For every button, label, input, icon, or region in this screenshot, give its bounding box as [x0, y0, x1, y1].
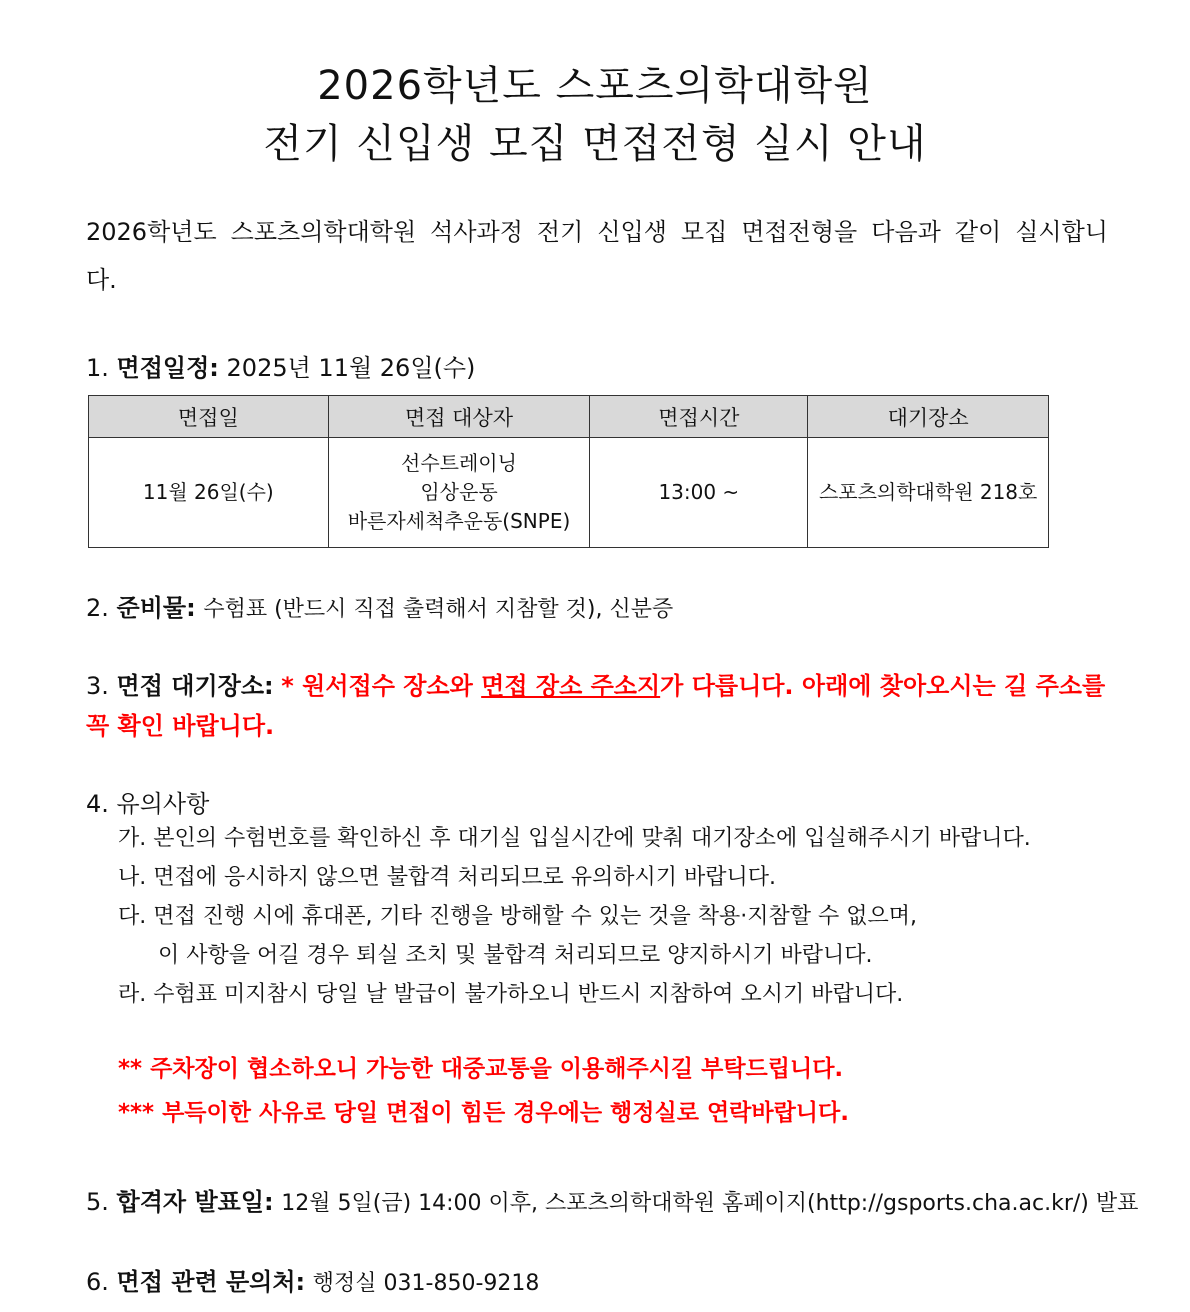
list-item: 나. 면접에 응시하지 않으면 불합격 처리되므로 유의하시기 바랍니다.	[118, 865, 776, 890]
warning-text: 가 다릅니다. 아래에 찾아오시는 길 주소를 꼭 확인 바랍니다.	[86, 672, 1106, 740]
section-schedule	[86, 348, 1108, 383]
list-item: 가. 본인의 수험번호를 확인하신 후 대기실 입실시간에 맞춰 대기장소에 입실해주시기 바랍니다.	[118, 826, 1031, 851]
list-item: 라. 수험표 미지참시 당일 날 발급이 불가하오니 반드시 지참하여 오시기 바랍니다.	[118, 982, 904, 1007]
list-item: 다. 면접 진행 시에 휴대폰, 기타 진행을 방해할 수 있는 것을 착용·지참할 수 없으며,	[118, 904, 917, 929]
warning-underlined-text: 면접 장소 주소지	[481, 672, 661, 700]
section-waiting-place	[86, 666, 1108, 746]
section-heading: 합격자 발표일:	[116, 1188, 274, 1216]
interview-targets-cell	[328, 438, 590, 548]
column-header: 대기장소	[808, 396, 1049, 438]
table-header-row	[89, 396, 1049, 438]
section-heading: 면접일정:	[116, 354, 219, 382]
column-header: 면접 대상자	[328, 396, 590, 438]
section-preparation	[86, 588, 1108, 623]
section-number: 4.	[86, 790, 109, 818]
section-number: 1.	[86, 354, 109, 382]
schedule-date: 2025년 11월 26일(수)	[226, 354, 476, 382]
section-heading: 준비물:	[116, 594, 196, 622]
section-number: 3.	[86, 672, 109, 700]
section-heading: 면접 대기장소:	[116, 672, 274, 700]
target-item: 임상운동	[420, 480, 498, 504]
warning-text: * 원서접수 장소와	[281, 672, 482, 700]
section-number: 5.	[86, 1188, 109, 1216]
section-announcement	[86, 1182, 1139, 1217]
preparation-items: 수험표 (반드시 직접 출력해서 지참할 것), 신분증	[203, 597, 674, 622]
announcement-detail: 12월 5일(금) 14:00 이후, 스포츠의학대학원 홈페이지(http://gsports.cha.ac.kr/) 발표	[281, 1191, 1139, 1216]
intro-paragraph: 2026학년도 스포츠의학대학원 석사과정 전기 신입생 모집 면접전형을 다음과 같이 실시합니다.	[86, 218, 1108, 294]
waiting-place-cell: 스포츠의학대학원 218호	[808, 438, 1049, 548]
section-heading: 면접 관련 문의처:	[116, 1268, 306, 1296]
column-header: 면접시간	[590, 396, 808, 438]
interview-date-cell: 11월 26일(수)	[89, 438, 329, 548]
target-item: 바른자세척추운동(SNPE)	[347, 509, 571, 533]
schedule-table	[88, 395, 1049, 548]
title-line-2: 전기 신입생 모집 면접전형 실시 안내	[263, 121, 927, 167]
list-item-continuation: 이 사항을 어길 경우 퇴실 조치 및 불합격 처리되므로 양지하시기 바랍니다.	[158, 943, 873, 968]
contact-detail: 행정실 031-850-9218	[312, 1271, 540, 1296]
section-number: 2.	[86, 594, 109, 622]
interview-time-cell: 13:00 ~	[590, 438, 808, 548]
section-heading: 유의사항	[116, 790, 210, 818]
column-header: 면접일	[89, 396, 329, 438]
section-notes	[86, 784, 1108, 819]
target-item: 선수트레이닝	[401, 451, 517, 475]
title-line-1: 2026학년도 스포츠의학대학원	[317, 63, 873, 109]
section-contact	[86, 1262, 1108, 1297]
table-row	[89, 438, 1049, 548]
absence-warning: *** 부득이한 사유로 당일 면접이 힘든 경우에는 행정실로 연락바랍니다.	[118, 1100, 849, 1126]
section-number: 6.	[86, 1268, 109, 1296]
notes-list	[118, 824, 1118, 1019]
parking-warning: ** 주차장이 협소하오니 가능한 대중교통을 이용해주시길 부탁드립니다.	[118, 1056, 844, 1082]
